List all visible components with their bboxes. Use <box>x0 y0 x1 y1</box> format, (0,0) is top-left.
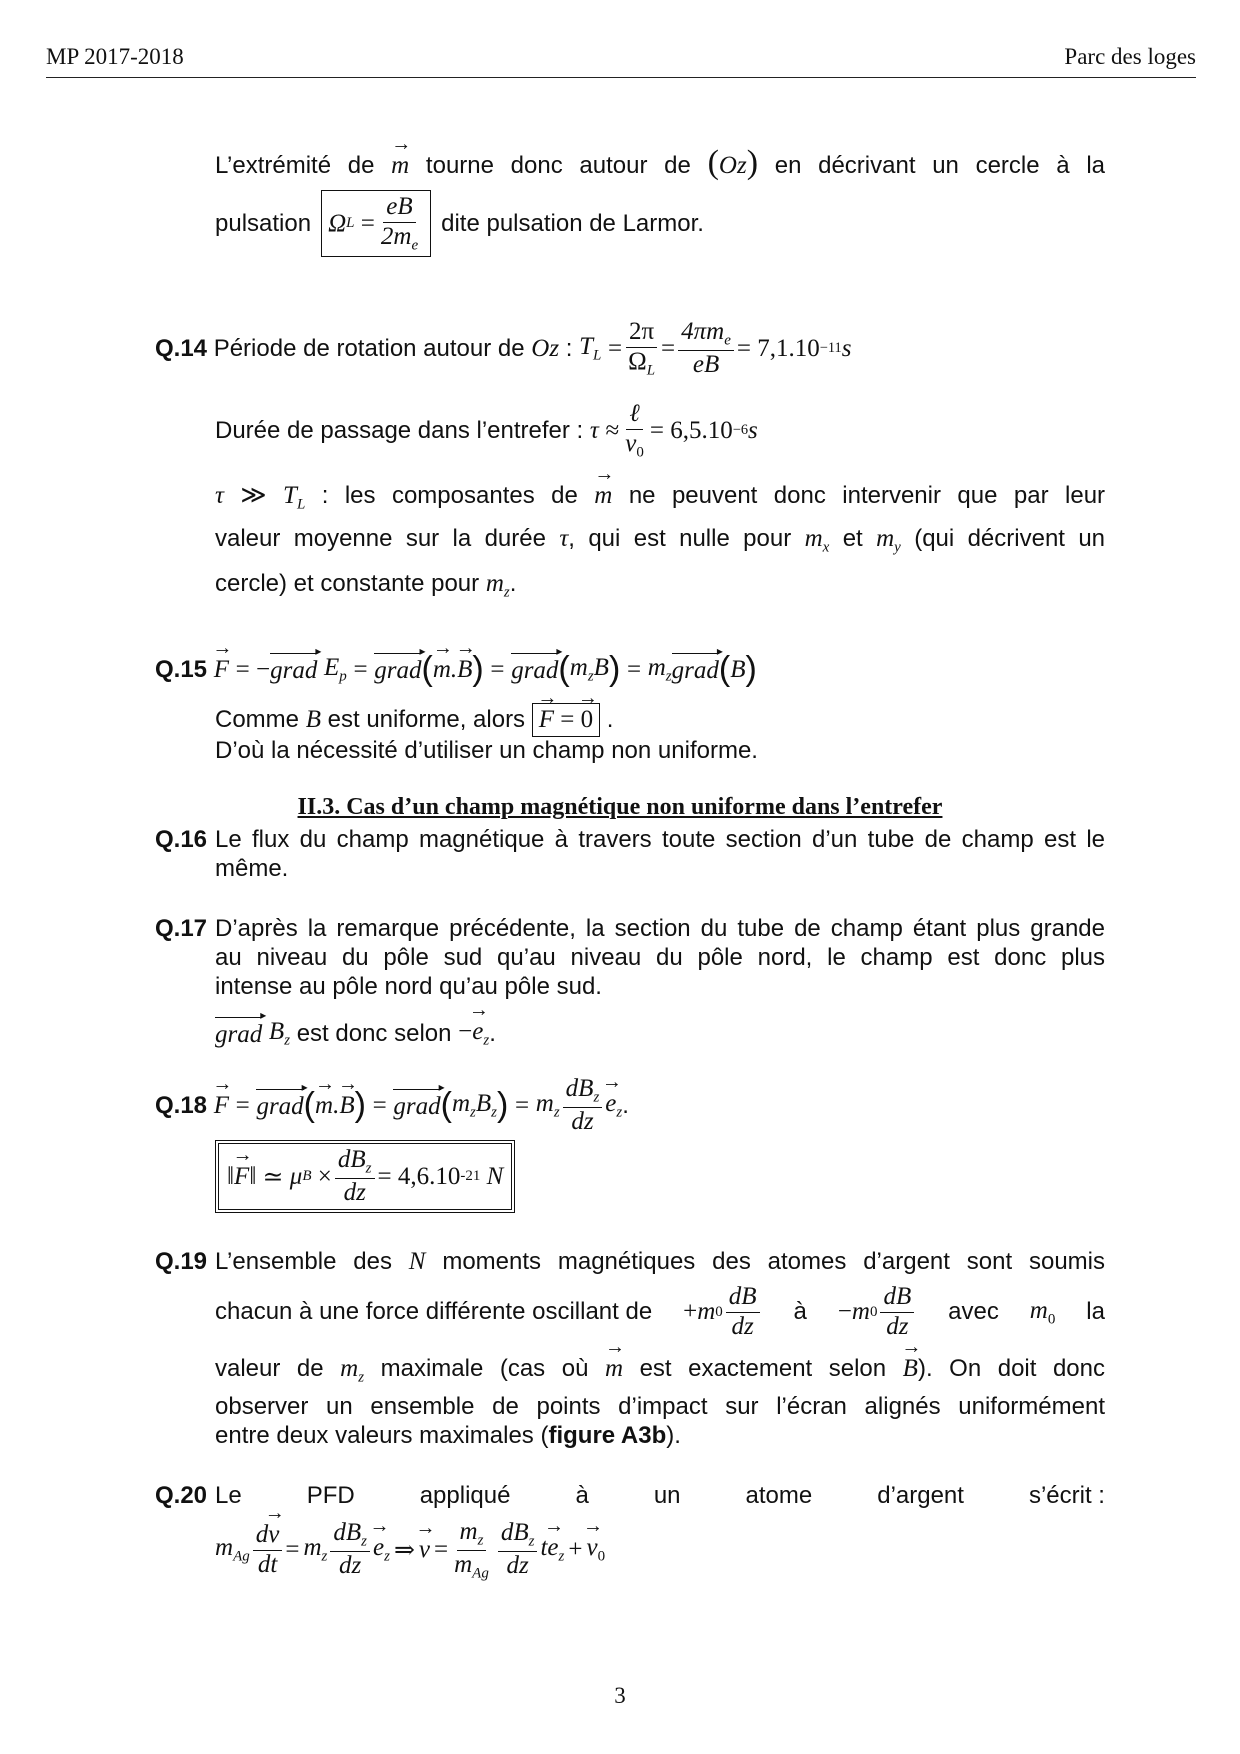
q18-label: Q.18 <box>155 1091 208 1119</box>
q14-line-4: valeur moyenne sur la durée τ, qui est nulle pour $m_x$ et $m_y$ (qui décrivent un <box>215 525 1106 556</box>
q14-label: Q.14 <box>155 334 208 362</box>
q15-label: Q.15 <box>155 655 208 683</box>
q16-label: Q.16 <box>155 826 208 853</box>
q19-line-4: observer un ensemble de points d’impact sur l’écran alignés uniformément <box>215 1393 1105 1420</box>
section-title: II.3. Cas d’un champ magnétique non uniforme dans l’entrefer <box>297 794 943 820</box>
q19-line-5: entre deux valeurs maximales (figure A3b). <box>215 1422 681 1449</box>
q16-line-2: même. <box>215 855 289 882</box>
q14-line-1: Q.14 Période de rotation autour de Oz : $T_L$ = $\frac{2\pi}{\Omega_L}$ = $\frac{4\pi m_e}{eB}$ = 7,1.10 −11 s <box>155 318 852 378</box>
header-left: MP 2017-2018 <box>46 44 184 69</box>
q14-line-5: cercle) et constante pour $m_z$. <box>215 570 517 601</box>
q15-result-box: → F = → 0 <box>532 703 600 737</box>
q15-line-3: D’où la nécessité d’utiliser un champ non uniforme. <box>215 737 758 764</box>
q17-label: Q.17 <box>155 915 208 942</box>
q18-line-1: Q.18 → F = grad ▸ ( → m.→ B ) = grad ▸ ( $m_zB_z$ ) = $m_z$ $\frac{dB_z}{dz}$ → $e_z$ . <box>155 1075 629 1136</box>
page-number: 3 <box>614 1683 626 1708</box>
q20-label: Q.20 <box>155 1482 208 1509</box>
q14-line-2: Durée de passage dans l’entrefer : τ ≈ $\frac{\text{ℓ}}{v_0}$ = 6,5.10 −6 s <box>215 400 758 460</box>
q17-line-4: grad ▸ $B_z$ est donc selon −→ $e_z$ . <box>215 1018 496 1049</box>
q17-line-3: intense au pôle nord qu’au pôle sud. <box>215 973 602 1000</box>
q20-equation: $m_{Ag}$ $\frac{d\to v}{dt}$ = $m_z$ $\frac{dB_z}{dz}$ → $e_z$ ⇒ → v = $\frac{m_z}{m_{Ag}}$ $\frac{dB_z}{dz}$ $t\to e_z$ + → $v_0$ <box>215 1518 605 1582</box>
q19-label: Q.19 <box>155 1248 208 1275</box>
q15-line-2: Comme B est uniforme, alors → F = → 0 . <box>215 703 613 737</box>
q16-line-1: Le flux du champ magnétique à travers toute section d’un tube de champ est le <box>215 826 1105 853</box>
q14-line-3: τ ≫ $T_L$ : les composantes de → m ne peuvent donc intervenir que par leur <box>215 480 1105 513</box>
q18-result-box: ‖ → F ‖ ≃ μ B × $\frac{dB_z}{dz}$ = 4,6.10 -21 N <box>215 1140 515 1213</box>
q19-line-3: valeur de $m_z$ maximale (cas où → m est exactement selon → B). On doit donc <box>215 1355 1105 1386</box>
q17-line-2: au niveau du pôle sud qu’au niveau du pôle nord, le champ est donc plus <box>215 944 1105 971</box>
q19-line-2: chacun à une force différente oscillant de + m 0 $\frac{dB}{dz}$ à − m 0 $\frac{dB}{dz}$ avec $m_0$ la <box>215 1283 1105 1340</box>
q17-line-1: D’après la remarque précédente, la section du tube de champ étant plus grande <box>215 915 1105 942</box>
q19-line-1: L’ensemble des N moments magnétiques des atomes d’argent sont soumis <box>215 1248 1105 1275</box>
q15-line-1: Q.15 → F = − grad ▸ $E_p$ = grad ▸ ( → m.→ B ) = grad ▸ ( $m_zB$ ) = $m_z$ grad ▸ ( B ) <box>155 650 757 689</box>
header-rule <box>46 77 1196 78</box>
larmor-line-2: pulsation Ω L = $\frac{eB}{2m_e}$ dite pulsation de Larmor. <box>215 190 704 257</box>
q20-line-1: Le PFD appliqué à un atome d’argent s’écrit : <box>215 1482 1105 1509</box>
m-vector: → m <box>391 152 409 180</box>
header-right: Parc des loges <box>1064 44 1196 69</box>
larmor-line-1: L’extrémité de → m tourne donc autour de (Oz) en décrivant un cercle à la <box>215 144 1105 182</box>
larmor-formula-box: Ω L = $\frac{eB}{2m_e}$ <box>321 190 431 257</box>
